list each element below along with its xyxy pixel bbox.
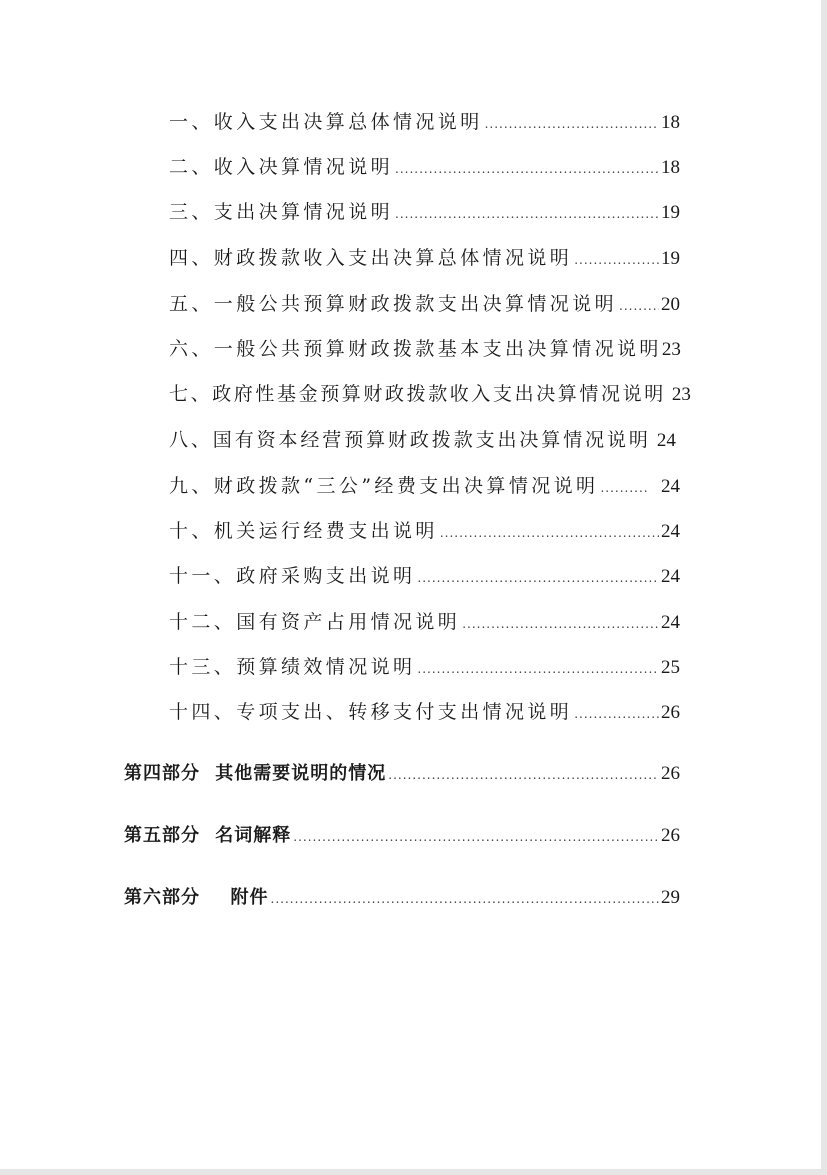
page-shadow-right [821,0,827,1175]
toc-entry[interactable] [169,110,680,136]
toc-dot-leader [271,887,659,911]
toc-page-number: 26 [661,763,680,784]
toc-part-label: 第四部分 其他需要说明的情况 [124,763,387,784]
toc-dot-leader [574,702,659,726]
toc-entry-label: 九、财政拨款“三公”经费支出决算情况说明 [169,475,599,497]
toc-part-label: 第五部分 名词解释 [124,825,292,846]
toc-entry[interactable] [169,655,680,681]
toc-dot-leader [462,612,659,636]
toc-dot-leader [485,112,659,136]
toc-part-entry[interactable] [124,762,680,787]
toc-dot-leader [440,521,659,545]
toc-dot-leader [574,248,659,272]
toc-page-number: 24 [661,612,680,633]
toc-dot-leader [619,294,659,318]
toc-entry-label: 十三、预算绩效情况说明 [169,656,416,678]
toc-entry[interactable] [169,610,680,636]
toc-part-label: 第六部分 附件 [124,887,269,908]
toc-entry-label: 四、财政拨款收入支出决算总体情况说明 [169,247,573,269]
toc-page-number: 18 [661,157,680,178]
toc-part-entry[interactable] [124,886,680,911]
toc-entry[interactable] [169,519,680,545]
toc-page-number: 24 [661,566,680,587]
toc-page-number: 24 [661,476,680,497]
toc-page-number: 26 [661,702,680,723]
toc-page-number: 29 [661,887,680,908]
toc-dot-leader [395,157,659,181]
toc-page-number: 24 [661,521,680,542]
toc-part-entry[interactable] [124,824,680,849]
toc-dot-leader [395,202,659,226]
toc-dot-leader [293,825,659,849]
toc-entry-label: 十一、政府采购支出说明 [169,565,416,587]
toc-page-number: 19 [661,202,680,223]
toc-entry-label: 八、国有资本经营预算财政拨款支出决算情况说明 [169,429,651,451]
toc-entry[interactable] [169,474,680,500]
toc-entry-label: 五、一般公共预算财政拨款支出决算情况说明 [169,293,618,315]
toc-page-number: 26 [661,825,680,846]
toc-entry-label: 六、一般公共预算财政拨款基本支出决算情况说明 [169,338,662,360]
toc-entry-label: 十、机关运行经费支出说明 [169,520,438,542]
toc-entry[interactable] [169,246,680,272]
toc-entry[interactable] [169,428,689,453]
toc-dot-leader [417,657,659,681]
toc-page-number: 19 [661,248,680,269]
toc-dot-leader [388,763,659,787]
toc-page-number: 25 [661,657,680,678]
toc-entry-label: 十四、专项支出、转移支付支出情况说明 [169,701,573,723]
toc-entry[interactable] [169,200,680,226]
toc-page-number: 18 [661,112,680,133]
toc-entry[interactable] [169,382,729,407]
toc-entry-label: 十二、国有资产占用情况说明 [169,611,461,633]
toc-entry-label: 一、收入支出决算总体情况说明 [169,111,483,133]
toc-entry[interactable] [169,337,680,362]
toc-dot-leader [600,476,649,500]
toc-entry[interactable] [169,564,680,590]
toc-page-number: 24 [656,430,676,451]
page-shadow-bottom [0,1169,827,1175]
toc-entry-label: 二、收入决算情况说明 [169,156,394,178]
toc-page-number: 23 [661,339,681,360]
toc-dot-leader [417,566,659,590]
toc-entry-label: 三、支出决算情况说明 [169,201,394,223]
toc-page-number: 20 [661,294,680,315]
toc-entry[interactable] [169,155,680,181]
toc-entry[interactable] [169,292,680,318]
toc-page-number: 23 [671,384,691,405]
toc-entry[interactable] [169,700,680,726]
toc-entry-label: 七、政府性基金预算财政拨款收入支出决算情况说明 [169,383,666,405]
